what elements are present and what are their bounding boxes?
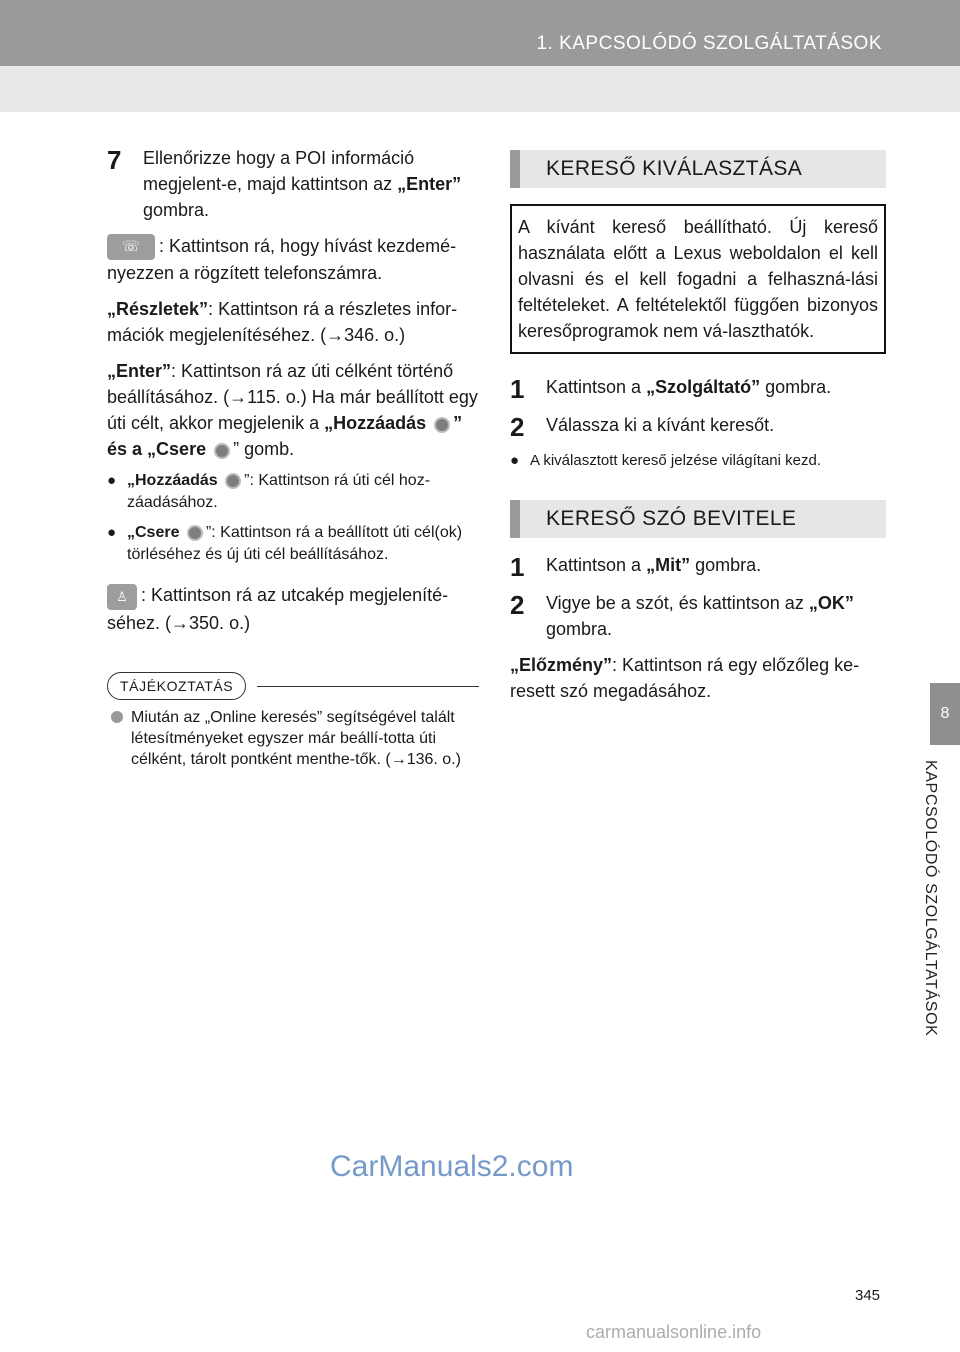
notice-box: A kívánt kereső beállítható. Új kereső használata előtt a Lexus weboldalon el kell olvasni és el kell fogadni a felhaszná-lási feltételeket. A feltételektől függően bizonyos keresőprogramok nem vá-laszthatók. — [510, 204, 886, 354]
info-bullet: Miután az „Online keresés” segítségével talált létesítményeket egyszer már beállí-totta úti célként, tárolt pontként menthe-tők. (→136. o.) — [107, 707, 479, 770]
s1-step-1: 1 Kattintson a „Szolgáltató” gombra. — [510, 374, 832, 404]
enter-label: „Enter” — [107, 361, 172, 382]
header-subband — [0, 66, 960, 112]
step-text: Ellenőrizze hogy a POI információ megjelent-e, majd kattintson az „Enter” gombra. — [143, 148, 462, 220]
enter-paragraph: „Enter”: Kattintson rá az úti célként történő beállításához. (→115. o.) Ha már beállított egy úti célt, akkor megjelenik a „Hozzáadás ” és a „Csere ” gomb. — [107, 361, 478, 460]
page-number: 345 — [855, 1287, 881, 1304]
history-paragraph: „Előzmény”: Kattintson rá egy előzőleg ke-resett szó megadásához. — [510, 655, 860, 701]
left-column — [107, 145, 479, 770]
info-block — [107, 672, 479, 770]
info-dot-icon — [111, 711, 123, 723]
section-heading-search-provider — [510, 150, 886, 188]
s1-bullet: ● A kiválasztott kereső jelzése világítani kezd. — [510, 450, 886, 472]
bullet-replace: ● „Csere ”: Kattintson rá a beállított úti cél(ok) törléséhez és új úti cél beállításához. — [107, 524, 463, 564]
section-title: KERESŐ KIVÁLASZTÁSA — [546, 157, 803, 180]
replace-dot-icon — [214, 443, 230, 459]
provider-label: „Szolgáltató” — [646, 377, 761, 397]
replace-label: „Csere — [147, 439, 207, 460]
info-label: TÁJÉKOZTATÁS — [107, 672, 246, 700]
street-paragraph: ♙ : Kattintson rá az utcakép megjeleníté-séhez. (→350. o.) — [107, 585, 449, 633]
bullet-dot-icon: ● — [107, 524, 117, 542]
details-label: „Részletek” — [107, 299, 209, 320]
add-dot-icon — [225, 473, 241, 489]
section-heading-search-word — [510, 500, 886, 538]
what-label: „Mit” — [646, 555, 691, 575]
add-label: „Hozzáadás — [324, 413, 427, 434]
s1-step-2: 2 Válassza ki a kívánt keresőt. — [510, 412, 775, 442]
chapter-tab: 8 — [930, 683, 960, 745]
enter-label: „Enter” — [397, 174, 462, 194]
bullet-add: ● „Hozzáadás ”: Kattintson rá úti cél hoz-záadásához. — [107, 472, 431, 512]
bullet-dot-icon: ● — [510, 452, 520, 469]
step-number: 7 — [107, 145, 122, 175]
street-view-icon: ♙ — [107, 584, 137, 610]
bullet-dot-icon: ● — [107, 472, 117, 490]
section-title: KERESŐ SZÓ BEVITELE — [546, 507, 797, 530]
details-paragraph: „Részletek”: Kattintson rá a részletes infor-mációk megjelenítéséhez. (→346. o.) — [107, 299, 458, 346]
heading-bar — [510, 500, 520, 538]
page-header-title: 1. KAPCSOLÓDÓ SZOLGÁLTATÁSOK — [536, 33, 882, 54]
s2-step-2: 2 Vigye be a szót, és kattintson az „OK” gombra. — [510, 590, 854, 639]
s2-step-1: 1 Kattintson a „Mit” gombra. — [510, 552, 762, 582]
history-label: „Előzmény” — [510, 655, 613, 675]
replace-dot-icon — [187, 525, 203, 541]
chapter-side-label: KAPCSOLÓDÓ SZOLGÁLTATÁSOK — [922, 760, 939, 1037]
add-dot-icon — [434, 417, 450, 433]
watermark-footer: carmanualsonline.info — [586, 1322, 762, 1342]
ok-label: „OK” — [808, 593, 854, 613]
heading-bar — [510, 150, 520, 188]
phone-icon: ☏ — [107, 234, 155, 260]
info-rule — [257, 686, 479, 687]
phone-paragraph: ☏ : Kattintson rá, hogy hívást kezdemé-nyezzen a rögzített telefonszámra. — [107, 236, 457, 284]
right-column — [510, 150, 886, 704]
watermark-logo: CarManuals2.com — [330, 1150, 574, 1183]
step-7 — [107, 145, 479, 223]
